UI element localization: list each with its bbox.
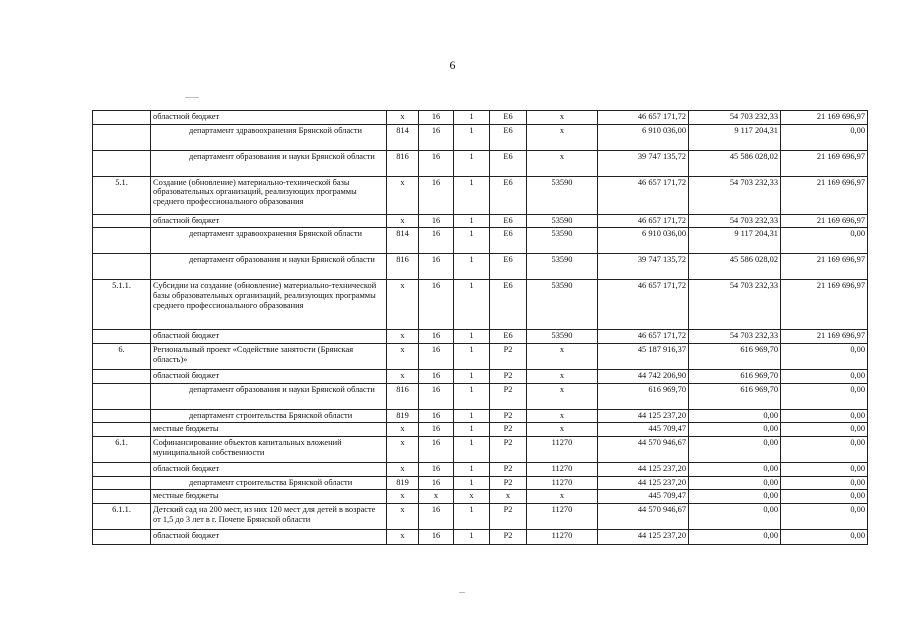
code-cell: P2 xyxy=(490,369,527,383)
code-cell: 1 xyxy=(454,254,490,280)
code-cell: 1 xyxy=(454,343,490,369)
code-cell: 16 xyxy=(419,476,454,490)
code-cell: 819 xyxy=(387,409,419,423)
item-number-cell: 6. xyxy=(93,343,151,369)
item-number-cell xyxy=(93,254,151,280)
amount-cell: 6 910 036,00 xyxy=(598,228,689,254)
table-row xyxy=(93,254,868,280)
code-cell: 1 xyxy=(454,228,490,254)
item-name-cell: областной бюджет xyxy=(151,330,387,344)
scan-mark xyxy=(459,592,465,593)
table-row xyxy=(93,423,868,437)
code-cell: P2 xyxy=(490,436,527,462)
code-cell: 16 xyxy=(419,423,454,437)
code-cell: 53590 xyxy=(527,330,598,344)
code-cell: 1 xyxy=(454,111,490,125)
table-row xyxy=(93,280,868,330)
code-cell: P2 xyxy=(490,383,527,409)
amount-cell: 0,00 xyxy=(781,490,868,504)
code-cell: 16 xyxy=(419,254,454,280)
item-number-cell xyxy=(93,124,151,150)
item-name-cell: департамент строительства Брянской области xyxy=(151,476,387,490)
table-row xyxy=(93,343,868,369)
code-cell: E6 xyxy=(490,150,527,176)
item-name-cell: департамент здравоохранения Брянской области xyxy=(151,228,387,254)
code-cell: x xyxy=(527,423,598,437)
amount-cell: 39 747 135,72 xyxy=(598,150,689,176)
table-row xyxy=(93,330,868,344)
code-cell: E6 xyxy=(490,280,527,330)
code-cell: x xyxy=(527,150,598,176)
code-cell: 16 xyxy=(419,436,454,462)
code-cell: 1 xyxy=(454,280,490,330)
code-cell: x xyxy=(387,343,419,369)
code-cell: 11270 xyxy=(527,436,598,462)
item-name-cell: Субсидии на создание (обновление) материально-технической базы образовательных организаций, реализующих программы среднего профессионального образования xyxy=(151,280,387,330)
code-cell: 16 xyxy=(419,462,454,476)
item-name-cell: Софинансирование объектов капитальных вложений муниципальной собственности xyxy=(151,436,387,462)
item-name-cell: областной бюджет xyxy=(151,529,387,544)
item-number-cell xyxy=(93,529,151,544)
amount-cell: 0,00 xyxy=(781,503,868,529)
item-number-cell: 5.1.1. xyxy=(93,280,151,330)
amount-cell: 0,00 xyxy=(781,369,868,383)
code-cell: 1 xyxy=(454,150,490,176)
amount-cell: 44 125 237,20 xyxy=(598,409,689,423)
item-name-cell: местные бюджеты xyxy=(151,423,387,437)
amount-cell: 0,00 xyxy=(781,423,868,437)
amount-cell: 6 910 036,00 xyxy=(598,124,689,150)
code-cell: 1 xyxy=(454,503,490,529)
code-cell: E6 xyxy=(490,124,527,150)
amount-cell: 54 703 232,33 xyxy=(689,214,781,228)
table-row xyxy=(93,503,868,529)
code-cell: 1 xyxy=(454,330,490,344)
code-cell: x xyxy=(387,176,419,214)
table-row xyxy=(93,462,868,476)
amount-cell: 21 169 696,97 xyxy=(781,214,868,228)
code-cell: x xyxy=(387,436,419,462)
table-row xyxy=(93,529,868,544)
amount-cell: 0,00 xyxy=(689,436,781,462)
item-name-cell: департамент образования и науки Брянской области xyxy=(151,150,387,176)
code-cell: E6 xyxy=(490,111,527,125)
code-cell: E6 xyxy=(490,176,527,214)
code-cell: x xyxy=(454,490,490,504)
code-cell: E6 xyxy=(490,214,527,228)
code-cell: P2 xyxy=(490,409,527,423)
amount-cell: 0,00 xyxy=(689,476,781,490)
table-row xyxy=(93,176,868,214)
amount-cell: 0,00 xyxy=(689,503,781,529)
code-cell: 1 xyxy=(454,476,490,490)
code-cell: 1 xyxy=(454,124,490,150)
amount-cell: 0,00 xyxy=(781,462,868,476)
amount-cell: 21 169 696,97 xyxy=(781,176,868,214)
table-row xyxy=(93,150,868,176)
code-cell: 16 xyxy=(419,383,454,409)
item-number-cell xyxy=(93,423,151,437)
code-cell: 16 xyxy=(419,150,454,176)
code-cell: 16 xyxy=(419,409,454,423)
item-name-cell: департамент образования и науки Брянской области xyxy=(151,383,387,409)
item-name-cell: областной бюджет xyxy=(151,214,387,228)
code-cell: 1 xyxy=(454,369,490,383)
code-cell: 1 xyxy=(454,529,490,544)
code-cell: 16 xyxy=(419,503,454,529)
code-cell: P2 xyxy=(490,503,527,529)
code-cell: 16 xyxy=(419,280,454,330)
code-cell: x xyxy=(387,423,419,437)
code-cell: P2 xyxy=(490,343,527,369)
amount-cell: 9 117 204,31 xyxy=(689,124,781,150)
item-name-cell: департамент образования и науки Брянской области xyxy=(151,254,387,280)
code-cell: 1 xyxy=(454,214,490,228)
item-name-cell: Региональный проект «Содействие занятости (Брянская область)» xyxy=(151,343,387,369)
code-cell: x xyxy=(387,529,419,544)
item-name-cell: департамент строительства Брянской области xyxy=(151,409,387,423)
code-cell: 16 xyxy=(419,369,454,383)
amount-cell: 44 125 237,20 xyxy=(598,476,689,490)
table-row xyxy=(93,228,868,254)
code-cell: 11270 xyxy=(527,529,598,544)
amount-cell: 21 169 696,97 xyxy=(781,330,868,344)
code-cell: 1 xyxy=(454,423,490,437)
amount-cell: 21 169 696,97 xyxy=(781,150,868,176)
code-cell: x xyxy=(387,503,419,529)
amount-cell: 21 169 696,97 xyxy=(781,254,868,280)
code-cell: 11270 xyxy=(527,503,598,529)
code-cell: E6 xyxy=(490,330,527,344)
amount-cell: 46 657 171,72 xyxy=(598,330,689,344)
code-cell: E6 xyxy=(490,228,527,254)
code-cell: 814 xyxy=(387,124,419,150)
item-number-cell: 5.1. xyxy=(93,176,151,214)
table-row xyxy=(93,111,868,125)
code-cell: 1 xyxy=(454,462,490,476)
amount-cell: 0,00 xyxy=(781,476,868,490)
code-cell: 816 xyxy=(387,254,419,280)
code-cell: x xyxy=(527,124,598,150)
amount-cell: 0,00 xyxy=(689,529,781,544)
amount-cell: 0,00 xyxy=(781,409,868,423)
item-number-cell xyxy=(93,476,151,490)
amount-cell: 54 703 232,33 xyxy=(689,111,781,125)
page-number: 6 xyxy=(449,58,456,72)
code-cell: x xyxy=(387,330,419,344)
code-cell: x xyxy=(387,111,419,125)
amount-cell: 616 969,70 xyxy=(689,369,781,383)
table-row xyxy=(93,124,868,150)
code-cell: 16 xyxy=(419,228,454,254)
code-cell: x xyxy=(527,369,598,383)
amount-cell: 44 125 237,20 xyxy=(598,529,689,544)
item-name-cell: Детский сад на 200 мест, из них 120 мест для детей в возрасте от 1,5 до 3 лет в г. Почепе Брянской области xyxy=(151,503,387,529)
item-number-cell xyxy=(93,330,151,344)
amount-cell: 616 969,70 xyxy=(598,383,689,409)
amount-cell: 0,00 xyxy=(781,124,868,150)
code-cell: 1 xyxy=(454,436,490,462)
code-cell: x xyxy=(387,490,419,504)
amount-cell: 46 657 171,72 xyxy=(598,111,689,125)
code-cell: x xyxy=(387,369,419,383)
table-row xyxy=(93,409,868,423)
table-row xyxy=(93,436,868,462)
code-cell: P2 xyxy=(490,476,527,490)
amount-cell: 616 969,70 xyxy=(689,343,781,369)
amount-cell: 0,00 xyxy=(689,409,781,423)
item-name-cell: Создание (обновление) материально-технической базы образовательных организаций, реализующих программы среднего профессионального образования xyxy=(151,176,387,214)
code-cell: x xyxy=(490,490,527,504)
item-number-cell xyxy=(93,111,151,125)
amount-cell: 616 969,70 xyxy=(689,383,781,409)
item-name-cell: местные бюджеты xyxy=(151,490,387,504)
amount-cell: 44 125 237,20 xyxy=(598,462,689,476)
item-number-cell xyxy=(93,490,151,504)
amount-cell: 46 657 171,72 xyxy=(598,214,689,228)
code-cell: P2 xyxy=(490,529,527,544)
amount-cell: 54 703 232,33 xyxy=(689,280,781,330)
amount-cell: 445 709,47 xyxy=(598,490,689,504)
code-cell: 1 xyxy=(454,383,490,409)
item-number-cell xyxy=(93,369,151,383)
table-row xyxy=(93,476,868,490)
amount-cell: 21 169 696,97 xyxy=(781,280,868,330)
amount-cell: 0,00 xyxy=(781,436,868,462)
code-cell: 816 xyxy=(387,383,419,409)
code-cell: 16 xyxy=(419,343,454,369)
item-number-cell xyxy=(93,409,151,423)
item-number-cell xyxy=(93,214,151,228)
code-cell: 814 xyxy=(387,228,419,254)
code-cell: 16 xyxy=(419,330,454,344)
code-cell: 53590 xyxy=(527,214,598,228)
code-cell: 11270 xyxy=(527,476,598,490)
item-name-cell: департамент здравоохранения Брянской области xyxy=(151,124,387,150)
item-number-cell xyxy=(93,462,151,476)
item-number-cell: 6.1.1. xyxy=(93,503,151,529)
amount-cell: 0,00 xyxy=(781,529,868,544)
amount-cell: 45 586 028,02 xyxy=(689,150,781,176)
item-number-cell xyxy=(93,383,151,409)
amount-cell: 21 169 696,97 xyxy=(781,111,868,125)
code-cell: x xyxy=(419,490,454,504)
code-cell: 53590 xyxy=(527,254,598,280)
code-cell: 53590 xyxy=(527,228,598,254)
code-cell: 16 xyxy=(419,214,454,228)
amount-cell: 44 742 206,90 xyxy=(598,369,689,383)
code-cell: 53590 xyxy=(527,280,598,330)
amount-cell: 445 709,47 xyxy=(598,423,689,437)
item-number-cell: 6.1. xyxy=(93,436,151,462)
amount-cell: 0,00 xyxy=(781,228,868,254)
code-cell: x xyxy=(387,214,419,228)
table-body xyxy=(93,111,868,545)
table-row xyxy=(93,383,868,409)
item-number-cell xyxy=(93,228,151,254)
amount-cell: 39 747 135,72 xyxy=(598,254,689,280)
item-name-cell: областной бюджет xyxy=(151,369,387,383)
code-cell: x xyxy=(527,343,598,369)
table-row xyxy=(93,214,868,228)
code-cell: x xyxy=(527,111,598,125)
code-cell: 819 xyxy=(387,476,419,490)
code-cell: 1 xyxy=(454,409,490,423)
code-cell: 16 xyxy=(419,124,454,150)
amount-cell: 54 703 232,33 xyxy=(689,176,781,214)
code-cell: x xyxy=(527,490,598,504)
item-number-cell xyxy=(93,150,151,176)
amount-cell: 0,00 xyxy=(689,423,781,437)
code-cell: 16 xyxy=(419,529,454,544)
code-cell: x xyxy=(527,383,598,409)
amount-cell: 0,00 xyxy=(689,490,781,504)
amount-cell: 45 187 916,37 xyxy=(598,343,689,369)
code-cell: x xyxy=(387,462,419,476)
code-cell: 16 xyxy=(419,111,454,125)
code-cell: E6 xyxy=(490,254,527,280)
code-cell: 16 xyxy=(419,176,454,214)
amount-cell: 45 586 028,02 xyxy=(689,254,781,280)
item-name-cell: областной бюджет xyxy=(151,462,387,476)
amount-cell: 0,00 xyxy=(781,383,868,409)
code-cell: 1 xyxy=(454,176,490,214)
scan-mark xyxy=(185,97,199,98)
amount-cell: 9 117 204,31 xyxy=(689,228,781,254)
code-cell: 11270 xyxy=(527,462,598,476)
amount-cell: 46 657 171,72 xyxy=(598,280,689,330)
amount-cell: 44 570 946,67 xyxy=(598,503,689,529)
code-cell: 53590 xyxy=(527,176,598,214)
budget-table xyxy=(92,110,868,545)
code-cell: x xyxy=(387,280,419,330)
code-cell: 816 xyxy=(387,150,419,176)
amount-cell: 46 657 171,72 xyxy=(598,176,689,214)
item-name-cell: областной бюджет xyxy=(151,111,387,125)
amount-cell: 54 703 232,33 xyxy=(689,330,781,344)
amount-cell: 0,00 xyxy=(781,343,868,369)
code-cell: P2 xyxy=(490,462,527,476)
code-cell: x xyxy=(527,409,598,423)
table-row xyxy=(93,490,868,504)
amount-cell: 44 570 946,67 xyxy=(598,436,689,462)
code-cell: P2 xyxy=(490,423,527,437)
amount-cell: 0,00 xyxy=(689,462,781,476)
table-row xyxy=(93,369,868,383)
